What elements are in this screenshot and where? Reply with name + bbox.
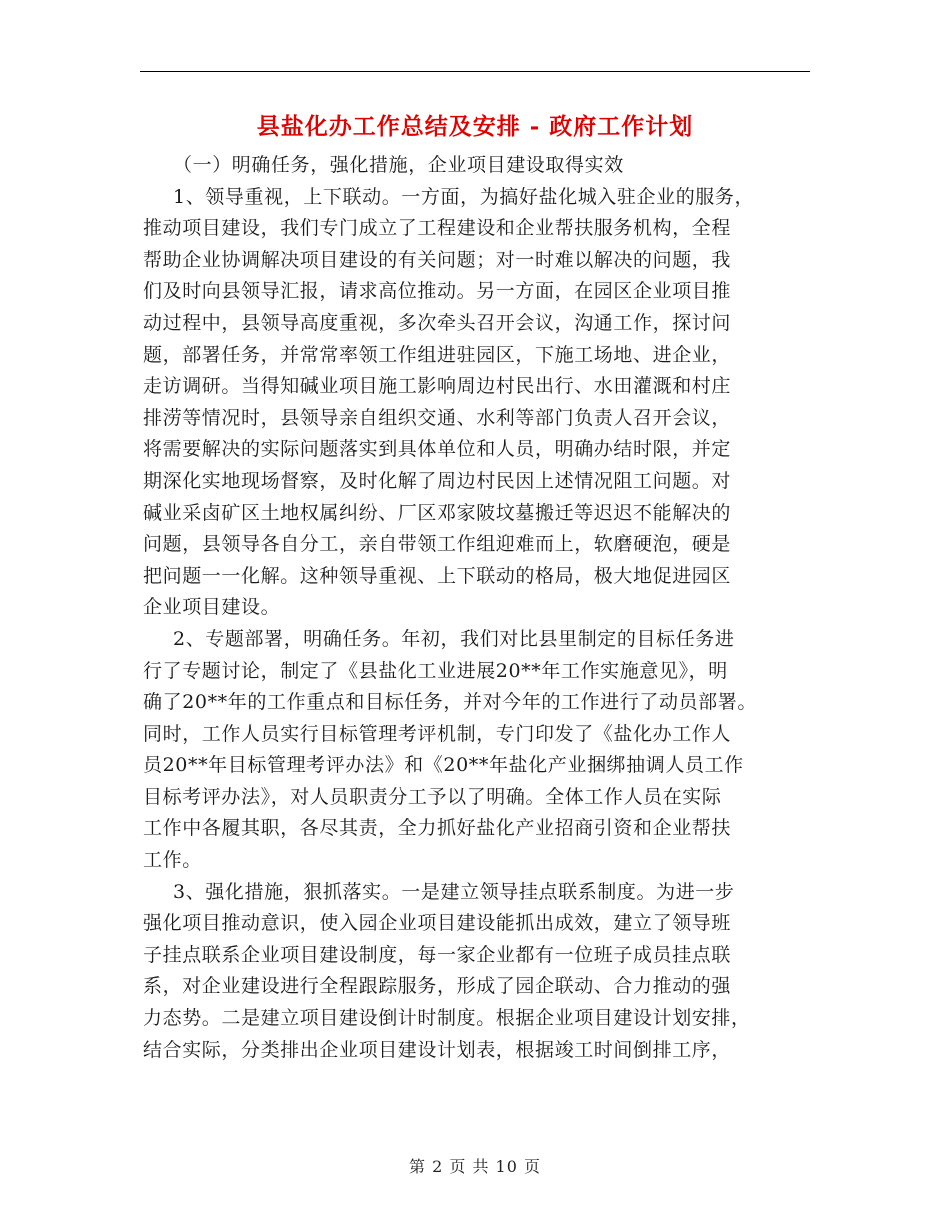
paragraph-line: 确了20**年的工作重点和目标任务，并对今年的工作进行了动员部署。 (143, 691, 757, 714)
paragraph-line: 系，对企业建设进行全程跟踪服务，形成了园企联动、合力推动的强 (143, 975, 732, 998)
paragraph-line: 目标考评办法》，对人员职责分工予以了明确。全体工作人员在实际 (143, 785, 722, 808)
paragraph-line: 1、领导重视，上下联动。一方面，为搞好盐化城入驻企业的服务， (173, 185, 755, 208)
paragraph-line: 工作。 (143, 849, 202, 872)
section-heading: （一）明确任务，强化措施，企业项目建设取得实效 (173, 154, 624, 176)
paragraph-line: 同时，工作人员实行目标管理考评机制，专门印发了《盐化办工作人 (143, 722, 732, 745)
paragraph-line: 问题，县领导各自分工，亲自带领工作组迎难而上，软磨硬泡，硬是 (143, 533, 732, 556)
paragraph-line: 排涝等情况时，县领导亲自组织交通、水利等部门负责人召开会议， (143, 406, 732, 429)
paragraph-line: 强化项目推动意识，使入园企业项目建设能抓出成效，建立了领导班 (143, 912, 732, 935)
paragraph-line: 走访调研。当得知碱业项目施工影响周边村民出行、水田灌溉和村庄 (143, 375, 732, 398)
paragraph-line: 们及时向县领导汇报，请求高位推动。另一方面，在园区企业项目推 (143, 280, 732, 303)
paragraph-line: 把问题一一化解。这种领导重视、上下联动的格局，极大地促进园区 (143, 564, 732, 587)
paragraph-line: 3、强化措施，狠抓落实。一是建立领导挂点联系制度。为进一步 (173, 880, 735, 903)
document-body (143, 150, 813, 1066)
paragraph-line: 将需要解决的实际问题落实到具体单位和人员，明确办结时限，并定 (143, 438, 732, 461)
paragraph-line: 推动项目建设，我们专门成立了工程建设和企业帮扶服务机构，全程 (143, 217, 732, 240)
paragraph-line: 碱业采卤矿区土地权属纠纷、厂区邓家陂坟墓搬迁等迟迟不能解决的 (143, 501, 732, 524)
paragraph-line: 期深化实地现场督察，及时化解了周边村民因上述情况阻工问题。对 (143, 469, 732, 492)
page-number: 第 2 页 共 10 页 (409, 1157, 541, 1176)
paragraph-line: 企业项目建设。 (143, 596, 281, 619)
paragraph-line: 动过程中，县领导高度重视，多次牵头召开会议，沟通工作，探讨问 (143, 311, 732, 334)
paragraph-line: 员20**年目标管理考评办法》和《20**年盐化产业捆绑抽调人员工作 (143, 754, 744, 777)
paragraph-line: 帮助企业协调解决项目建设的有关问题；对一时难以解决的问题，我 (143, 248, 732, 271)
paragraph-line: 题，部署任务，并常常率领工作组进驻园区，下施工场地、进企业， (143, 343, 732, 366)
header-rule (140, 71, 810, 72)
paragraph-line: 子挂点联系企业项目建设制度，每一家企业都有一位班子成员挂点联 (143, 943, 732, 966)
paragraph-line: 力态势。二是建立项目建设倒计时制度。根据企业项目建设计划安排， (143, 1007, 751, 1030)
paragraph-line: 工作中各履其职，各尽其责，全力抓好盐化产业招商引资和企业帮扶 (143, 817, 732, 840)
paragraph-line: 结合实际，分类排出企业项目建设计划表，根据竣工时间倒排工序， (143, 1038, 732, 1061)
document-title: 县盐化办工作总结及安排 - 政府工作计划 (256, 113, 694, 140)
paragraph-line: 2、专题部署，明确任务。年初，我们对比县里制定的目标任务进 (173, 627, 735, 650)
paragraph-line: 行了专题讨论，制定了《县盐化工业进展20**年工作实施意见》，明 (143, 659, 728, 682)
